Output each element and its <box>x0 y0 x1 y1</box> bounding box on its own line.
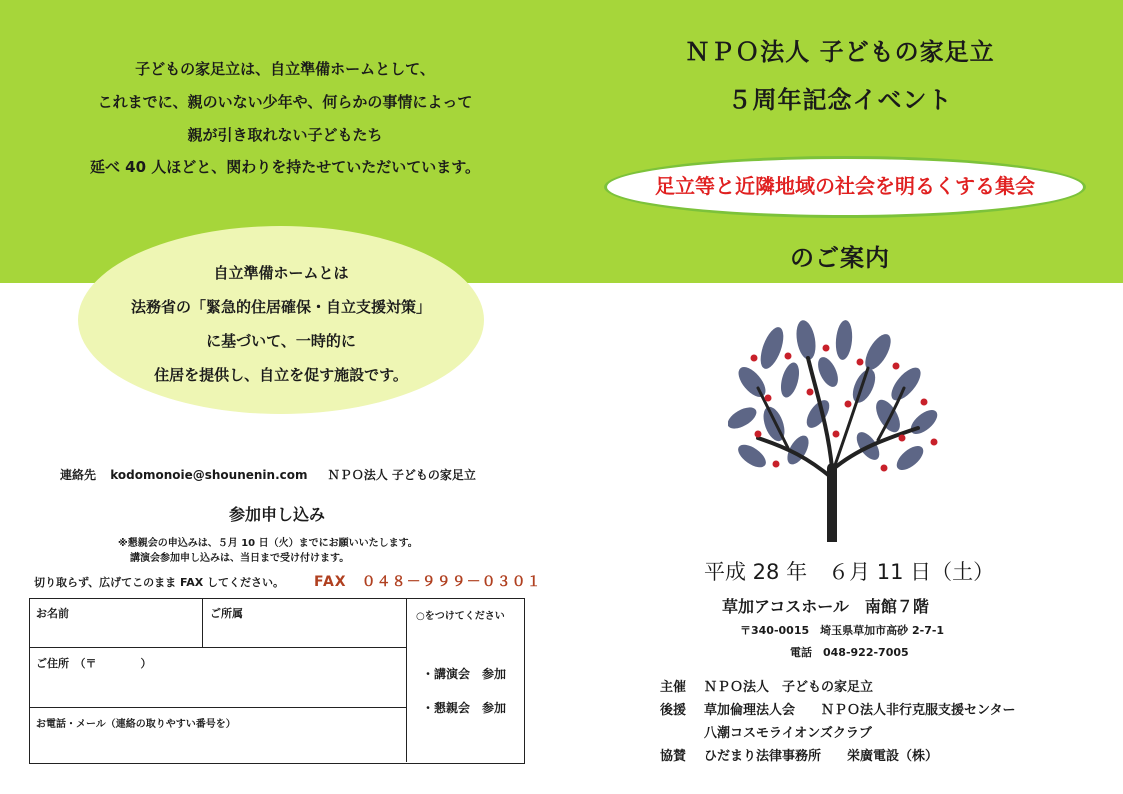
address-field[interactable]: ご住所 （〒 ） <box>36 657 152 670</box>
about-line-1: 自立準備ホームとは <box>213 264 349 282</box>
host-name: ＮＰＯ法人 子どもの家足立 <box>704 680 874 695</box>
phone-field[interactable]: お電話・メール（連絡の取りやすい番号を） <box>36 719 236 730</box>
form-divider-name <box>202 599 203 647</box>
org-title: ＮＰＯ法人 子どもの家足立 <box>685 38 995 66</box>
application-heading: 参加申し込み <box>228 505 325 524</box>
fax-number: FAX ０４８－９９９－０３０１ <box>314 574 542 590</box>
option-lecture[interactable]: ・講演会 参加 <box>422 667 507 681</box>
guide-title: のご案内 <box>790 244 890 272</box>
contact-email[interactable]: kodomonoie@shounenin.com <box>110 468 308 482</box>
application-note-1: ※懇親会の申込みは、５月 10 日（火）までにお願いいたします。 <box>118 538 418 549</box>
about-line-2: 法務省の「緊急的住居確保・自立支援対策」 <box>130 298 431 316</box>
contact-label: 連絡先 <box>60 468 97 482</box>
contact-line <box>60 466 476 483</box>
contact-org: ＮＰＯ法人 子どもの家足立 <box>327 468 476 482</box>
about-line-4: 住居を提供し、自立を促す施設です。 <box>154 366 408 384</box>
form-row-line-2 <box>30 707 406 708</box>
support-label: 後援 <box>660 703 687 718</box>
check-header: ○をつけてください <box>416 611 505 622</box>
sponsor-names: ひだまり法律事務所 栄廣電設（株） <box>704 749 939 764</box>
intro-line-3: 親が引き取れない子どもたち <box>187 126 383 144</box>
option-social[interactable]: ・懇親会 参加 <box>422 701 507 715</box>
intro-line-2: これまでに、親のいない少年や、何らかの事情によって <box>97 93 473 111</box>
fax-instruction: 切り取らず、広げてこのまま FAX してください。 <box>34 576 285 589</box>
intro-line-4: 延べ 40 人ほどと、関わりを持たせていただいています。 <box>89 158 481 176</box>
support-line-2: 八潮コスモライオンズクラブ <box>704 726 872 741</box>
affiliation-field[interactable]: ご所属 <box>210 607 243 620</box>
name-field[interactable]: お名前 <box>36 607 69 620</box>
application-form <box>29 598 525 764</box>
sponsor-label: 協賛 <box>660 749 687 764</box>
event-date: 平成 28 年 ６月 11 日（土） <box>704 560 995 584</box>
form-divider-right <box>406 599 407 762</box>
form-row-line-1 <box>30 647 406 648</box>
application-note-2: 講演会参加申し込みは、当日まで受け付けます。 <box>130 553 350 564</box>
event-address: 〒340-0015 埼玉県草加市高砂 2-7-1 <box>740 624 945 637</box>
event-title: ５周年記念イベント <box>727 86 953 114</box>
about-line-3: に基づいて、一時的に <box>206 332 356 350</box>
subtitle-text: 足立等と近隣地域の社会を明るくする集会 <box>655 174 1035 198</box>
about-ellipse <box>78 226 484 414</box>
event-phone: 電話 048-922-7005 <box>790 646 909 659</box>
support-line-1: 草加倫理法人会 ＮＰＯ法人非行克服支援センター <box>704 703 1016 718</box>
event-venue: 草加アコスホール 南館７階 <box>722 597 929 616</box>
tree-icon <box>728 318 948 542</box>
host-label: 主催 <box>660 680 687 695</box>
intro-line-1: 子どもの家足立は、自立準備ホームとして、 <box>135 60 435 78</box>
